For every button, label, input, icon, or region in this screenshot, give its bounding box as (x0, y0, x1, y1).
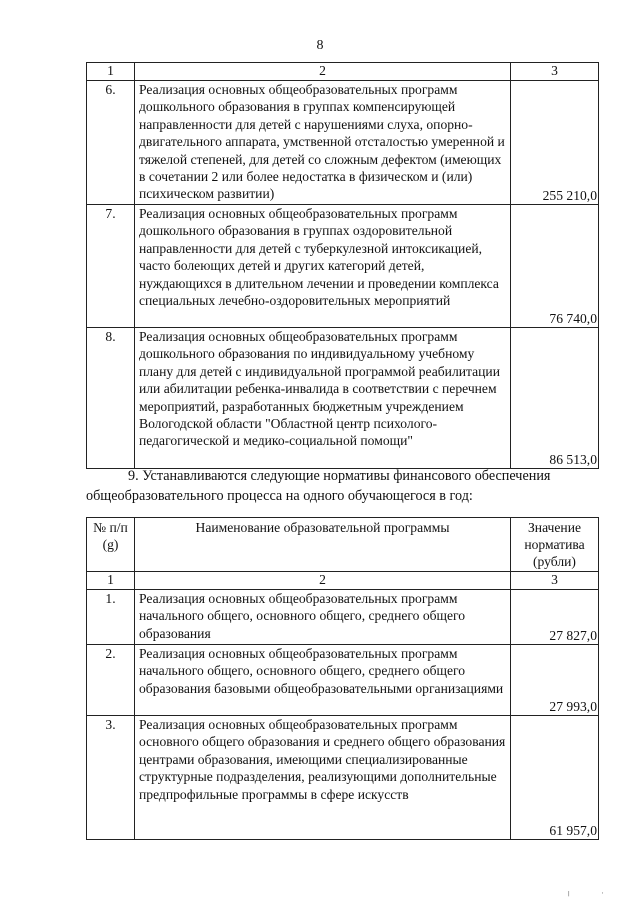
norms-table-general-education (86, 517, 599, 840)
row-number: 7. (87, 205, 135, 328)
row-number: 6. (87, 81, 135, 205)
header-number: № п/п (g) (87, 518, 135, 572)
table-row (87, 328, 599, 469)
scan-artifact-mark: · (601, 888, 604, 898)
program-name: Реализация основных общеобразовательных программ основного общего образования и среднего общего образования центрами образования, имеющими специализированные структурные подразделения, реализующими дополнительные предпрофильные программы в сфере искусств (135, 716, 511, 840)
table-row (87, 205, 599, 328)
norms-table-preschool (86, 62, 599, 469)
norm-value: 61 957,0 (511, 716, 599, 840)
scan-artifact-mark: ╷ (566, 886, 572, 896)
row-number: 8. (87, 328, 135, 469)
norm-value: 86 513,0 (511, 328, 599, 469)
header-program-name: Наименование образовательной программы (135, 518, 511, 572)
table-header-row (87, 518, 599, 572)
program-name: Реализация основных общеобразовательных программ дошкольного образования в группах компенсирующей направленности для детей с нарушениями слуха, опорно-двигательного аппарата, умственной отсталостью умеренной и тяжелой степеней, для детей со сложным дефектом (имеющих в сочетании 2 или более недостатка в физическом и (или) психическом развитии) (135, 81, 511, 205)
paragraph-text: 9. Устанавливаются следующие нормативы финансового обеспечения общеобразовательного процесса на одного обучающегося в год: (86, 468, 551, 504)
program-name: Реализация основных общеобразовательных программ дошкольного образования в группах оздоровительной направленности для детей с туберкулезной интоксикацией, часто болеющих детей и других категорий детей, нуждающихся в длительном лечении и проведении комплекса специальных лечебно-оздоровительных мероприятий (135, 205, 511, 328)
row-number: 1. (87, 590, 135, 645)
column-index-3: 3 (511, 572, 599, 590)
norm-value: 255 210,0 (511, 81, 599, 205)
column-index-3: 3 (511, 63, 599, 81)
table-row (87, 645, 599, 716)
norm-value: 27 827,0 (511, 590, 599, 645)
page-number: 8 (316, 38, 324, 53)
row-number: 3. (87, 716, 135, 840)
table-index-row (87, 63, 599, 81)
column-index-1: 1 (87, 63, 135, 81)
column-index-2: 2 (135, 63, 511, 81)
column-index-2: 2 (135, 572, 511, 590)
row-number: 2. (87, 645, 135, 716)
program-name: Реализация основных общеобразовательных программ дошкольного образования по индивидуальному учебному плану для детей с индивидуальной программой реабилитации или абилитации ребенка-инвалида в соответствии с перечнем мероприятий, разработанных бюджетным учреждением Вологодской области "Областной центр психолого-педагогической и медико-социальной помощи" (135, 328, 511, 469)
table-index-row (87, 572, 599, 590)
table-row (87, 716, 599, 840)
paragraph-9 (86, 466, 598, 506)
table-row (87, 590, 599, 645)
table-row (87, 81, 599, 205)
column-index-1: 1 (87, 572, 135, 590)
program-name: Реализация основных общеобразовательных программ начального общего, основного общего, среднего общего образования (135, 590, 511, 645)
norm-value: 76 740,0 (511, 205, 599, 328)
norm-value: 27 993,0 (511, 645, 599, 716)
program-name: Реализация основных общеобразовательных программ начального общего, основного общего, среднего общего образования базовыми общеобразовательными организациями (135, 645, 511, 716)
header-norm-value: Значение норматива (рубли) (511, 518, 599, 572)
